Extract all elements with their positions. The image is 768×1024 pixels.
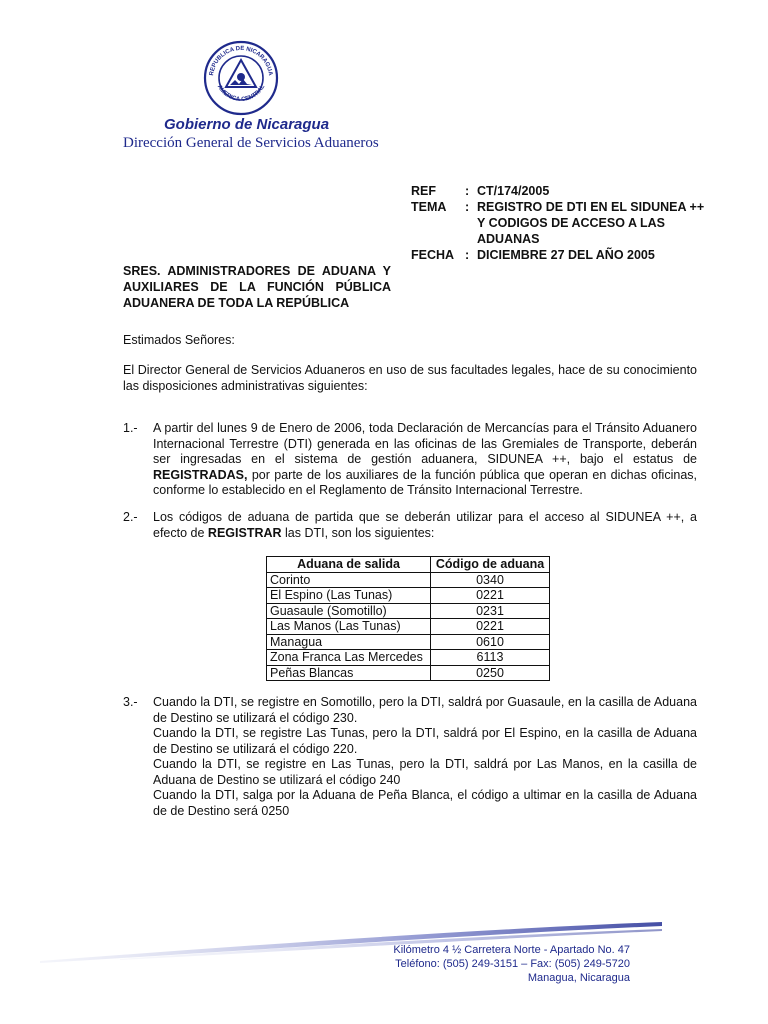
item-3 — [123, 695, 697, 819]
table-cell-codigo: 0221 — [431, 588, 550, 604]
item-2-body — [153, 510, 697, 541]
item-1-body — [153, 421, 697, 499]
ref-row — [411, 183, 707, 199]
item-2-text-a: Los códigos de aduana de partida que se deberán utilizar para el acceso al SIDUNEA ++, a efecto de — [153, 510, 697, 540]
tema-value: REGISTRO DE DTI EN EL SIDUNEA ++ Y CODIGOS DE ACCESO A LAS ADUANAS — [477, 200, 705, 246]
item-2-text-b: las DTI, son los siguientes: — [285, 525, 435, 540]
table-header-codigo: Código de aduana — [431, 557, 550, 573]
item-1-text-b: por parte de los auxiliares de la función pública que operan en dichas oficinas, conforme lo establecido en el Reglamento de Tránsito Internacional Terrestre. — [153, 467, 697, 497]
footer-line-1: Kilómetro 4 ½ Carretera Norte - Apartado No. 47 — [393, 944, 630, 956]
footer-line-3: Managua, Nicaragua — [527, 972, 630, 984]
fecha-label: FECHA — [411, 248, 455, 262]
fecha-value: DICIEMBRE 27 DEL AÑO 2005 — [477, 248, 655, 262]
item-1-number: 1.- — [123, 421, 138, 435]
table-row — [267, 634, 550, 650]
table-cell-aduana: Las Manos (Las Tunas) — [267, 619, 431, 635]
ref-label: REF — [411, 184, 436, 198]
table-cell-codigo: 0250 — [431, 665, 550, 681]
directorate-name: Dirección General de Servicios Aduaneros — [123, 135, 379, 151]
customs-codes-table — [266, 556, 550, 681]
table-row — [267, 619, 550, 635]
table-cell-codigo: 6113 — [431, 650, 550, 666]
footer-address — [393, 943, 630, 985]
table-header-row — [267, 557, 550, 573]
table-cell-aduana: Zona Franca Las Mercedes — [267, 650, 431, 666]
table-row — [267, 650, 550, 666]
table-cell-codigo: 0231 — [431, 603, 550, 619]
footer-line-2: Teléfono: (505) 249-3151 – Fax: (505) 249-5720 — [395, 958, 630, 970]
fecha-row — [411, 247, 707, 263]
item-3-line-4: Cuando la DTI, salga por la Aduana de Peña Blanca, el código a ultimar en la casilla de Aduana de de Destino será 0250 — [153, 788, 697, 818]
fecha-separator: : — [465, 248, 470, 262]
item-2-number: 2.- — [123, 510, 138, 524]
table-cell-aduana: Guasaule (Somotillo) — [267, 603, 431, 619]
recipients: SRES. ADMINISTRADORES DE ADUANA Y AUXILIARES DE LA FUNCIÓN PÚBLICA ADUANERA DE TODA LA REPÚBLICA — [123, 264, 391, 310]
reference-block — [411, 183, 707, 263]
table-cell-codigo: 0221 — [431, 619, 550, 635]
item-3-line-2: Cuando la DTI, se registre Las Tunas, pero la DTI, saldrá por El Espino, en la casilla de Aduana de Destino se utilizará el código 220. — [153, 726, 697, 756]
item-3-number: 3.- — [123, 695, 138, 709]
table-row — [267, 588, 550, 604]
table-cell-codigo: 0610 — [431, 634, 550, 650]
table-row — [267, 665, 550, 681]
item-3-line-3: Cuando la DTI, se registre en Las Tunas, pero la DTI, saldrá por Las Manos, en la casilla de Aduana de Destino se utilizará el código 240 — [153, 757, 697, 787]
tema-separator: : — [465, 200, 470, 214]
table-cell-aduana: Managua — [267, 634, 431, 650]
item-3-body — [153, 695, 697, 819]
table-cell-aduana: Peñas Blancas — [267, 665, 431, 681]
intro-paragraph: El Director General de Servicios Aduaneros en uso de sus facultades legales, hace de su conocimiento las disposiciones administrativas siguientes: — [123, 363, 697, 393]
table-cell-codigo: 0340 — [431, 572, 550, 588]
item-1-bold: REGISTRADAS, — [153, 467, 248, 482]
table-cell-aduana: El Espino (Las Tunas) — [267, 588, 431, 604]
coat-of-arms-seal — [203, 40, 279, 116]
government-name: Gobierno de Nicaragua — [164, 116, 330, 133]
item-1 — [123, 421, 697, 499]
seal-text-top: REPUBLICA DE NICARAGUA — [209, 45, 273, 77]
ref-value: CT/174/2005 — [477, 184, 550, 198]
footer-swoosh — [0, 915, 768, 965]
item-3-line-1: Cuando la DTI, se registre en Somotillo, pero la DTI, saldrá por Guasaule, en la casilla de Aduana de Destino se utilizará el código 230. — [153, 695, 697, 725]
item-2-bold: REGISTRAR — [207, 525, 282, 540]
table-row — [267, 603, 550, 619]
item-1-text-a: A partir del lunes 9 de Enero de 2006, toda Declaración de Mercancías para el Tránsito Aduanero Internacional Terrestre (DTI) generada en las oficinas de las Gremiales de Transporte, deberán ser ingresadas en el sistema de gestión aduanera, SIDUNEA ++, bajo el estatus de — [153, 421, 697, 466]
tema-row — [411, 199, 707, 247]
table-row — [267, 572, 550, 588]
ref-separator: : — [465, 184, 470, 198]
seal-text-bottom: AMERICA CENTRAL — [215, 84, 267, 103]
greeting: Estimados Señores: — [123, 333, 235, 347]
tema-label: TEMA — [411, 200, 447, 214]
table-cell-aduana: Corinto — [267, 572, 431, 588]
table-header-aduana: Aduana de salida — [267, 557, 431, 573]
item-2 — [123, 510, 697, 541]
